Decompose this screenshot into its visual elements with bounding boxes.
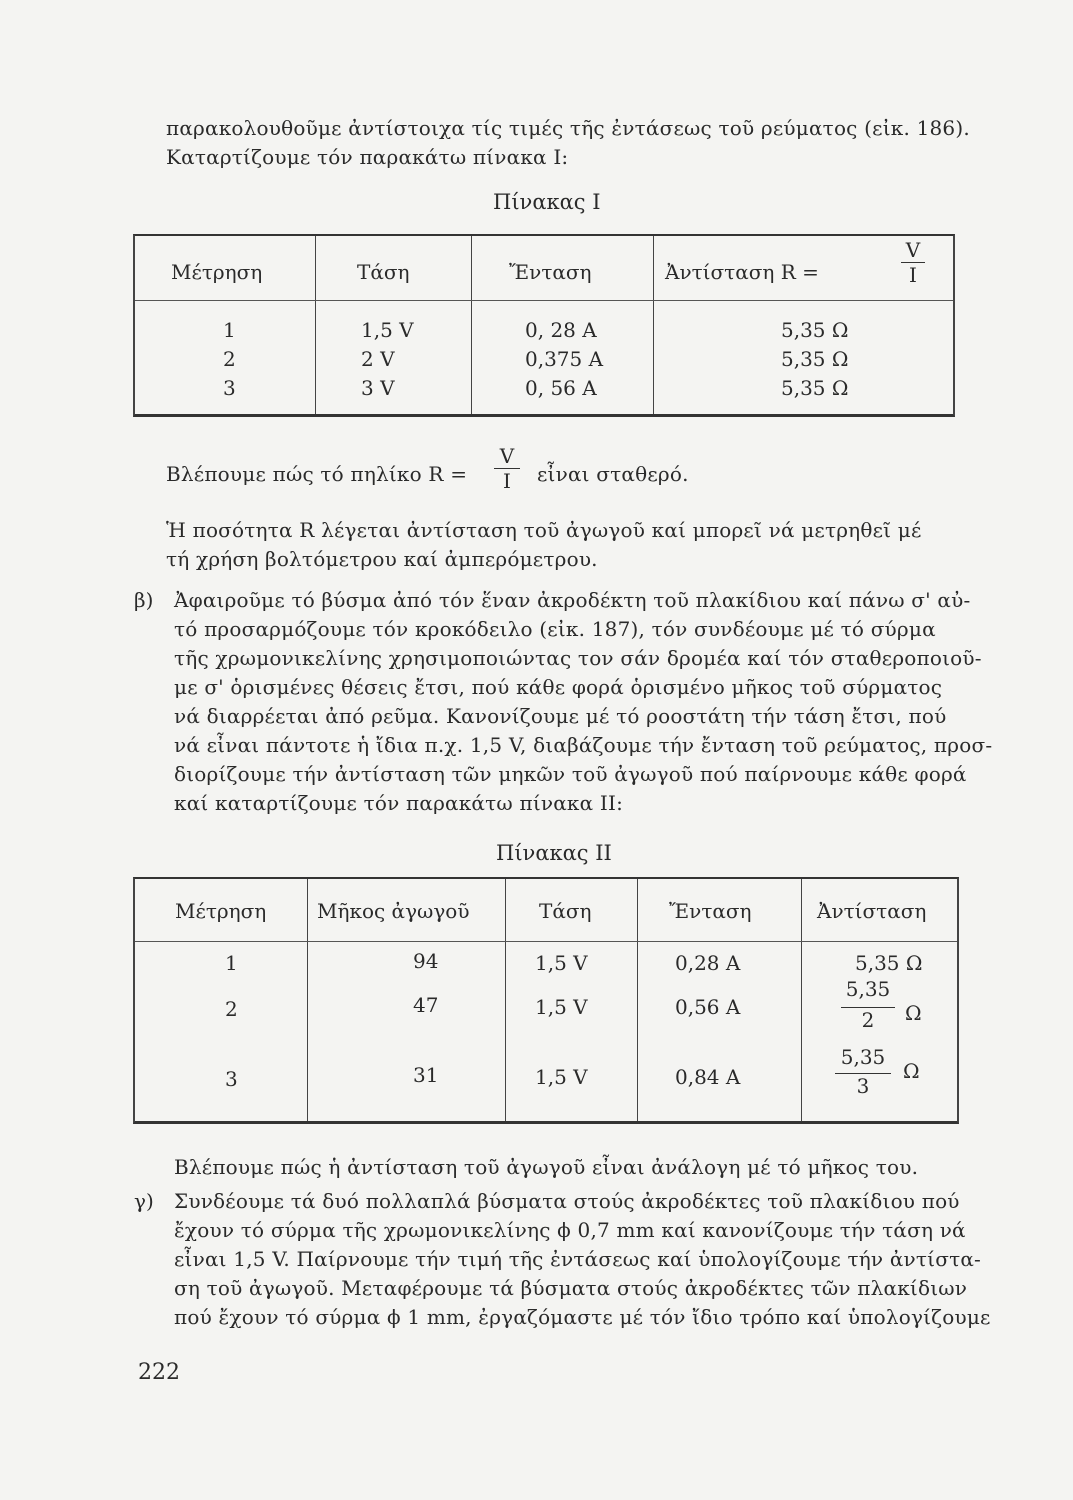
gamma-line-1: Συνδέουμε τά δυό πολλαπλά βύσματα στούς ἀκροδέκτες τοῦ πλακίδιου πού bbox=[174, 1189, 960, 1213]
intro-line-2: Καταρτίζουμε τόν παρακάτω πίνακα Ι: bbox=[166, 145, 569, 169]
t2-r2-r-unit: Ω bbox=[905, 1001, 922, 1025]
t1-r2-r: 5,35 Ω bbox=[781, 347, 849, 371]
t2-header-current: Ἔνταση bbox=[669, 899, 752, 923]
t2-r2-r-num: 5,35 bbox=[845, 977, 891, 1001]
t1-header-fraction bbox=[901, 238, 925, 287]
t1-header-resistance: Ἀντίσταση R = bbox=[665, 260, 819, 284]
t1-r1-n: 1 bbox=[223, 318, 236, 342]
observation-1-before: Βλέπουμε πώς τό πηλίκο R = bbox=[166, 462, 468, 486]
t1-header-measurement: Μέτρηση bbox=[171, 260, 263, 284]
beta-line-1: Ἀφαιροῦμε τό βύσμα ἀπό τόν ἕναν ἀκροδέκτη τοῦ πλακίδιου καί πάνω σ' αὐ- bbox=[174, 588, 971, 612]
t2-r2-len: 47 bbox=[413, 993, 439, 1017]
t2-r3-r-fraction bbox=[835, 1045, 891, 1098]
intro-line-1: παρακολουθοῦμε ἀντίστοιχα τίς τιμές τῆς ἐντάσεως τοῦ ρεύματος (εἰκ. 186). bbox=[166, 116, 970, 140]
obs1-num: V bbox=[499, 444, 515, 468]
beta-line-4: με σ' ὁρισμένες θέσεις ἔτσι, πού κάθε φορά ὁρισμένο μῆκος τοῦ σύρματος bbox=[174, 675, 943, 699]
t2-r3-r-num: 5,35 bbox=[840, 1045, 886, 1069]
t2-r1-i: 0,28 A bbox=[675, 951, 741, 975]
beta-line-5: νά διαρρέεται ἀπό ρεῦμα. Κανονίζουμε μέ τό ροοστάτη τήν τάση ἔτσι, πού bbox=[174, 704, 947, 728]
t2-r1-n: 1 bbox=[225, 951, 238, 975]
obs1-den: I bbox=[494, 468, 520, 493]
t2-header-resistance: Ἀντίσταση bbox=[817, 899, 927, 923]
beta-line-3: τῆς χρωμονικελίνης χρησιμοποιώντας τον σάν δρομέα καί τόν σταθεροποιοῦ- bbox=[174, 646, 982, 670]
t2-r2-r-den: 2 bbox=[841, 1007, 895, 1032]
gamma-line-2: ἔχουν τό σύρμα τῆς χρωμονικελίνης ϕ 0,7 mm καί κανονίζουμε τήν τάση νά bbox=[174, 1218, 966, 1242]
t2-r2-n: 2 bbox=[225, 997, 238, 1021]
beta-line-7: διορίζουμε τήν ἀντίσταση τῶν μηκῶν τοῦ ἀγωγοῦ πού παίρνουμε κάθε φορά bbox=[174, 762, 967, 786]
t2-r1-r: 5,35 Ω bbox=[855, 951, 923, 975]
t2-r3-r-den: 3 bbox=[835, 1073, 891, 1098]
t1-r1-v: 1,5 V bbox=[361, 318, 414, 342]
beta-line-8: καί καταρτίζουμε τόν παρακάτω πίνακα ΙΙ: bbox=[174, 791, 624, 815]
t2-header-voltage: Τάση bbox=[539, 899, 592, 923]
t1-r2-v: 2 V bbox=[361, 347, 395, 371]
t2-r2-r-fraction bbox=[841, 977, 895, 1032]
t1-header-current: Ἔνταση bbox=[509, 260, 592, 284]
gamma-line-5: πού ἔχουν τό σύρμα ϕ 1 mm, ἐργαζόμαστε μέ τόν ἴδιο τρόπο καί ὑπολογίζουμε bbox=[174, 1305, 991, 1329]
observation-1-after: εἶναι σταθερό. bbox=[537, 462, 689, 486]
t1-frac-num: V bbox=[905, 238, 921, 262]
t2-r1-v: 1,5 V bbox=[535, 951, 588, 975]
t1-r2-i: 0,375 A bbox=[525, 347, 604, 371]
observation-2: Βλέπουμε πώς ἡ ἀντίσταση τοῦ ἀγωγοῦ εἶναι ἀνάλογη μέ τό μῆκος του. bbox=[174, 1155, 919, 1179]
observation-1-fraction bbox=[494, 444, 520, 493]
t2-r1-len: 94 bbox=[413, 949, 439, 973]
t2-r3-n: 3 bbox=[225, 1067, 238, 1091]
table2-caption: Πίνακας ΙΙ bbox=[496, 841, 612, 865]
gamma-marker: γ) bbox=[134, 1189, 154, 1213]
t1-r3-i: 0, 56 A bbox=[525, 376, 597, 400]
para-r-line-2: τή χρήση βολτόμετρου καί ἀμπερόμετρου. bbox=[166, 547, 598, 571]
t1-r3-r: 5,35 Ω bbox=[781, 376, 849, 400]
t2-r3-r-unit: Ω bbox=[903, 1059, 920, 1083]
table-2 bbox=[133, 877, 959, 1124]
t1-r3-v: 3 V bbox=[361, 376, 395, 400]
gamma-line-4: ση τοῦ ἀγωγοῦ. Μεταφέρουμε τά βύσματα στούς ἀκροδέκτες τῶν πλακίδιων bbox=[174, 1276, 968, 1300]
t1-r3-n: 3 bbox=[223, 376, 236, 400]
t2-header-measurement: Μέτρηση bbox=[175, 899, 267, 923]
t2-header-length: Μῆκος ἀγωγοῦ bbox=[317, 899, 470, 923]
t1-r1-r: 5,35 Ω bbox=[781, 318, 849, 342]
beta-line-6: νά εἶναι πάντοτε ἡ ἴδια π.χ. 1,5 V, διαβάζουμε τήν ἔνταση τοῦ ρεύματος, προσ- bbox=[174, 733, 993, 757]
t1-r2-n: 2 bbox=[223, 347, 236, 371]
page-number: 222 bbox=[138, 1360, 180, 1385]
t1-header-voltage: Τάση bbox=[357, 260, 410, 284]
para-r-line-1: Ἡ ποσότητα R λέγεται ἀντίσταση τοῦ ἀγωγοῦ καί μπορεῖ νά μετρηθεῖ μέ bbox=[166, 518, 922, 542]
gamma-line-3: εἶναι 1,5 V. Παίρνουμε τήν τιμή τῆς ἐντάσεως καί ὑπολογίζουμε τήν ἀντίστα- bbox=[174, 1247, 981, 1271]
t2-r2-i: 0,56 A bbox=[675, 995, 741, 1019]
table-1 bbox=[133, 234, 955, 417]
beta-line-2: τό προσαρμόζουμε τόν κροκόδειλο (εἰκ. 187), τόν συνδέουμε μέ τό σύρμα bbox=[174, 617, 936, 641]
t2-r2-v: 1,5 V bbox=[535, 995, 588, 1019]
t1-r1-i: 0, 28 A bbox=[525, 318, 597, 342]
beta-marker: β) bbox=[134, 588, 154, 612]
t2-r3-len: 31 bbox=[413, 1063, 439, 1087]
table1-caption: Πίνακας Ι bbox=[493, 190, 601, 214]
t2-r3-i: 0,84 A bbox=[675, 1065, 741, 1089]
t1-frac-den: I bbox=[901, 262, 925, 287]
t2-r3-v: 1,5 V bbox=[535, 1065, 588, 1089]
